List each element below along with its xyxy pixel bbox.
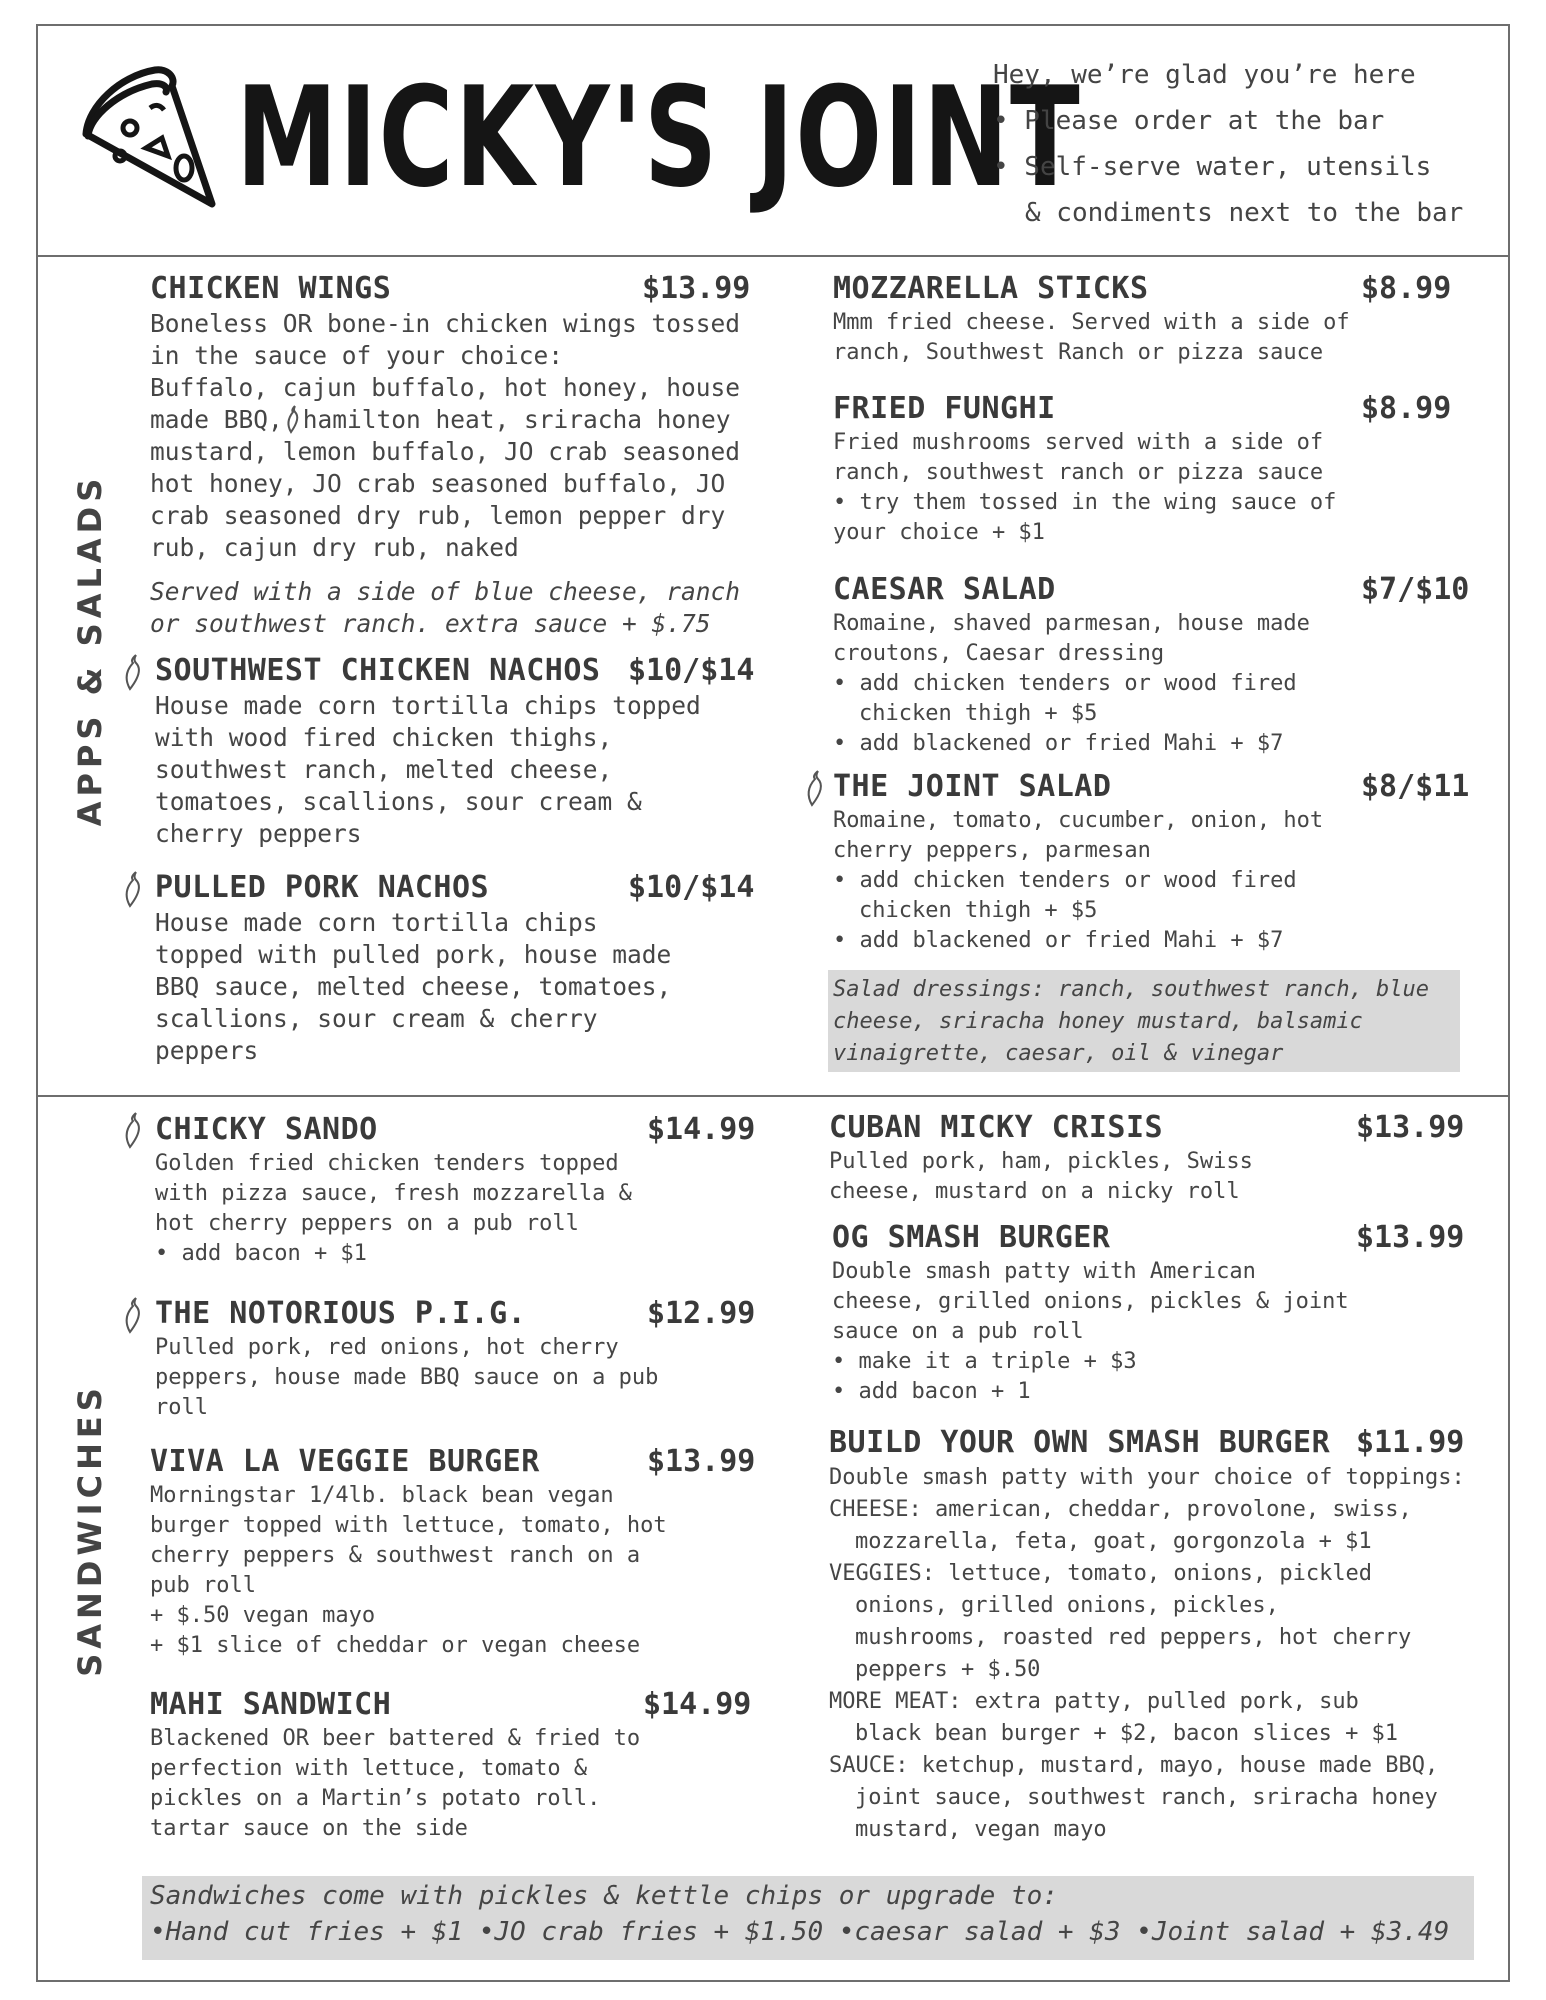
- menu-item-og-smash-burger: [832, 1219, 1482, 1407]
- desc-line: • add chicken tenders or wood fired: [833, 868, 1297, 893]
- desc-line: crab seasoned dry rub, lemon pepper dry: [150, 501, 726, 530]
- item-price: $13.99: [642, 271, 751, 306]
- desc-line: House made corn tortilla chips: [155, 908, 598, 937]
- menu-item-caesar-salad: [833, 571, 1473, 759]
- desc-line: cherry peppers, parmesan: [833, 838, 1151, 863]
- item-name: BUILD YOUR OWN SMASH BURGER: [829, 1425, 1331, 1460]
- desc-line: Romaine, shaved parmesan, house made: [833, 611, 1310, 636]
- desc-line: mustard, vegan mayo: [855, 1817, 1107, 1842]
- desc-line: • make it a triple + $3: [832, 1349, 1137, 1374]
- desc-line: Golden fried chicken tenders topped: [155, 1151, 619, 1176]
- salad-dressings-box: [828, 970, 1460, 1072]
- item-price: $7/$10: [1361, 572, 1470, 607]
- desc-line: rub, cajun dry rub, naked: [150, 533, 519, 562]
- desc-line: • try them tossed in the wing sauce of: [833, 490, 1337, 515]
- desc-line: • add bacon + $1: [155, 1241, 367, 1266]
- item-description: [833, 428, 1473, 548]
- item-name: VIVA LA VEGGIE BURGER: [150, 1444, 540, 1479]
- desc-line: Double smash patty with American: [832, 1259, 1256, 1284]
- item-name: CHICKEN WINGS: [150, 271, 392, 306]
- desc-line: chicken thigh + $5: [859, 898, 1098, 923]
- item-price: $8.99: [1361, 391, 1452, 426]
- desc-line: mustard, lemon buffalo, JO crab seasoned: [150, 437, 741, 466]
- desc-line: with pizza sauce, fresh mozzarella &: [155, 1181, 632, 1206]
- item-description: [155, 690, 755, 850]
- notice-line: • Please order at the bar: [993, 106, 1385, 136]
- item-description: [833, 609, 1473, 759]
- item-price: $13.99: [1356, 1220, 1465, 1255]
- header-divider: [36, 255, 1510, 257]
- desc-line: SAUCE: ketchup, mustard, mayo, house made BBQ,: [829, 1753, 1439, 1778]
- menu-item-build-your-own-burger: [829, 1424, 1489, 1846]
- item-note: [150, 576, 750, 640]
- item-description: [150, 1724, 765, 1844]
- desc-line: cheese, grilled onions, pickles & joint: [832, 1289, 1349, 1314]
- item-description: [155, 1149, 765, 1269]
- menu-item-mozzarella-sticks: [833, 270, 1473, 368]
- desc-line: with wood fired chicken thighs,: [155, 723, 613, 752]
- item-name: CHICKY SANDO: [155, 1112, 378, 1147]
- section-divider: [36, 1095, 1510, 1097]
- desc-line: + $1 slice of cheddar or vegan cheese: [150, 1633, 641, 1658]
- item-price: $13.99: [647, 1444, 756, 1479]
- item-name: MOZZARELLA STICKS: [833, 271, 1149, 306]
- notice-line: • Self-serve water, utensils: [993, 152, 1432, 182]
- desc-line: Romaine, tomato, cucumber, onion, hot: [833, 808, 1324, 833]
- desc-line: burger topped with lettuce, tomato, hot: [150, 1513, 667, 1538]
- menu-item-notorious-pig: [155, 1295, 765, 1423]
- menu-item-pulled-pork-nachos: [155, 869, 755, 1067]
- footer-line: •Hand cut fries + $1 •JO crab fries + $1.50 •caesar salad + $3 •Joint salad + $3.49: [150, 1917, 1450, 1947]
- desc-line: southwest ranch, melted cheese,: [155, 755, 613, 784]
- desc-line: BBQ sauce, melted cheese, tomatoes,: [155, 972, 672, 1001]
- dressing-line: cheese, sriracha honey mustard, balsamic: [833, 1009, 1363, 1034]
- desc-line: • add bacon + 1: [832, 1379, 1031, 1404]
- desc-line: • add blackened or fried Mahi + $7: [833, 731, 1284, 756]
- dressing-line: vinaigrette, caesar, oil & vinegar: [833, 1041, 1284, 1066]
- item-price: $14.99: [643, 1687, 752, 1722]
- desc-line: black bean burger + $2, bacon slices + $1: [855, 1721, 1399, 1746]
- section-label-apps: APPS & SALADS: [71, 473, 109, 827]
- item-name: THE NOTORIOUS P.I.G.: [155, 1296, 527, 1331]
- item-name: FRIED FUNGHI: [833, 391, 1056, 426]
- item-name: THE JOINT SALAD: [833, 769, 1112, 804]
- desc-line: hot cherry peppers on a pub roll: [155, 1211, 579, 1236]
- item-name: PULLED PORK NACHOS: [155, 870, 490, 905]
- pepper-icon: [802, 768, 828, 808]
- desc-line: made BBQ, hamilton heat, sriracha honey: [150, 405, 731, 434]
- desc-line: Fried mushrooms served with a side of: [833, 430, 1324, 455]
- item-description: [150, 1481, 765, 1661]
- brand-title: MICKY'S JOINT: [236, 57, 1082, 218]
- item-name: CAESAR SALAD: [833, 572, 1056, 607]
- note-line: Served with a side of blue cheese, ranch: [150, 577, 741, 606]
- desc-line: pub roll: [150, 1573, 256, 1598]
- desc-line: croutons, Caesar dressing: [833, 641, 1165, 666]
- menu-item-veggie-burger: [150, 1443, 765, 1661]
- dressing-line: Salad dressings: ranch, southwest ranch, blue: [833, 977, 1430, 1002]
- desc-line: Pulled pork, ham, pickles, Swiss: [829, 1149, 1253, 1174]
- desc-line: Pulled pork, red onions, hot cherry: [155, 1335, 619, 1360]
- desc-line: cherry peppers & southwest ranch on a: [150, 1543, 641, 1568]
- item-description: [829, 1462, 1489, 1846]
- desc-line: tartar sauce on the side: [150, 1816, 468, 1841]
- item-price: $14.99: [647, 1112, 756, 1147]
- item-description: [833, 806, 1473, 956]
- desc-line: sauce on a pub roll: [832, 1319, 1084, 1344]
- desc-line: peppers + $.50: [855, 1657, 1041, 1682]
- desc-line: tomatoes, scallions, sour cream &: [155, 787, 642, 816]
- pepper-icon: [120, 869, 146, 909]
- menu-item-mahi-sandwich: [150, 1686, 765, 1844]
- sides-upgrade-box: [142, 1876, 1474, 1960]
- desc-line: cherry peppers: [155, 819, 362, 848]
- item-name: SOUTHWEST CHICKEN NACHOS: [155, 653, 601, 688]
- item-price: $10/$14: [628, 870, 755, 905]
- section-label-sandwiches: SANDWICHES: [71, 1383, 109, 1677]
- item-price: $8.99: [1361, 271, 1452, 306]
- desc-line: roll: [155, 1395, 208, 1420]
- pepper-icon: [283, 404, 303, 434]
- desc-line: ranch, southwest ranch or pizza sauce: [833, 460, 1324, 485]
- pepper-icon: [120, 1110, 146, 1150]
- desc-line: Double smash patty with your choice of toppings:: [829, 1465, 1465, 1490]
- desc-line: Morningstar 1/4lb. black bean vegan: [150, 1483, 614, 1508]
- desc-line: House made corn tortilla chips topped: [155, 691, 701, 720]
- pizza-slice-icon: [80, 56, 220, 216]
- desc-line: MORE MEAT: extra patty, pulled pork, sub: [829, 1689, 1359, 1714]
- item-price: $13.99: [1356, 1110, 1465, 1145]
- item-description: [829, 1147, 1479, 1207]
- menu-item-chicky-sando: [155, 1111, 765, 1269]
- item-description: [833, 308, 1473, 368]
- notice-block: [993, 52, 1463, 236]
- desc-line: hot honey, JO crab seasoned buffalo, JO: [150, 469, 726, 498]
- menu-item-fried-funghi: [833, 390, 1473, 548]
- desc-line: ranch, Southwest Ranch or pizza sauce: [833, 340, 1324, 365]
- desc-line: mozzarella, feta, goat, gorgonzola + $1: [855, 1529, 1372, 1554]
- desc-line: Blackened OR beer battered & fried to: [150, 1726, 641, 1751]
- menu-item-southwest-nachos: [155, 652, 755, 850]
- desc-line: your choice + $1: [833, 520, 1045, 545]
- item-price: $11.99: [1356, 1425, 1465, 1460]
- desc-line: Mmm fried cheese. Served with a side of: [833, 310, 1350, 335]
- desc-line: mushrooms, roasted red peppers, hot cherry: [855, 1625, 1412, 1650]
- item-description: [150, 308, 750, 564]
- note-line: or southwest ranch. extra sauce + $.75: [150, 609, 711, 638]
- desc-line: pickles on a Martin’s potato roll.: [150, 1786, 601, 1811]
- desc-line: Boneless OR bone-in chicken wings tossed: [150, 309, 741, 338]
- desc-line: peppers: [155, 1036, 259, 1065]
- desc-line: CHEESE: american, cheddar, provolone, swiss,: [829, 1497, 1412, 1522]
- desc-line: topped with pulled pork, house made: [155, 940, 672, 969]
- desc-line: perfection with lettuce, tomato &: [150, 1756, 588, 1781]
- pepper-icon: [120, 652, 146, 692]
- item-name: OG SMASH BURGER: [832, 1220, 1111, 1255]
- notice-line: Hey, we’re glad you’re here: [993, 60, 1416, 90]
- footer-line: Sandwiches come with pickles & kettle chips or upgrade to:: [150, 1881, 1058, 1911]
- desc-line: cheese, mustard on a nicky roll: [829, 1179, 1240, 1204]
- item-description: [832, 1257, 1482, 1407]
- desc-line: peppers, house made BBQ sauce on a pub: [155, 1365, 659, 1390]
- menu-item-joint-salad: [833, 768, 1473, 956]
- desc-line: chicken thigh + $5: [859, 701, 1098, 726]
- desc-line: onions, grilled onions, pickles,: [855, 1593, 1279, 1618]
- item-description: [155, 1333, 765, 1423]
- menu-item-chicken-wings: [150, 270, 750, 640]
- desc-line: VEGGIES: lettuce, tomato, onions, pickled: [829, 1561, 1373, 1586]
- notice-line: & condiments next to the bar: [1025, 198, 1464, 228]
- item-name: MAHI SANDWICH: [150, 1687, 392, 1722]
- desc-line: Buffalo, cajun buffalo, hot honey, house: [150, 373, 741, 402]
- desc-line: scallions, sour cream & cherry: [155, 1004, 598, 1033]
- item-price: $8/$11: [1361, 769, 1470, 804]
- item-name: CUBAN MICKY CRISIS: [829, 1110, 1164, 1145]
- desc-line: • add chicken tenders or wood fired: [833, 671, 1297, 696]
- item-description: [155, 907, 755, 1067]
- item-price: $10/$14: [628, 653, 755, 688]
- desc-line: + $.50 vegan mayo: [150, 1603, 376, 1628]
- item-price: $12.99: [647, 1296, 756, 1331]
- desc-line: • add blackened or fried Mahi + $7: [833, 928, 1284, 953]
- pepper-icon: [120, 1295, 146, 1335]
- desc-line: joint sauce, southwest ranch, sriracha honey: [855, 1785, 1438, 1810]
- desc-line: in the sauce of your choice:: [150, 341, 564, 370]
- menu-item-cuban-micky-crisis: [829, 1109, 1479, 1207]
